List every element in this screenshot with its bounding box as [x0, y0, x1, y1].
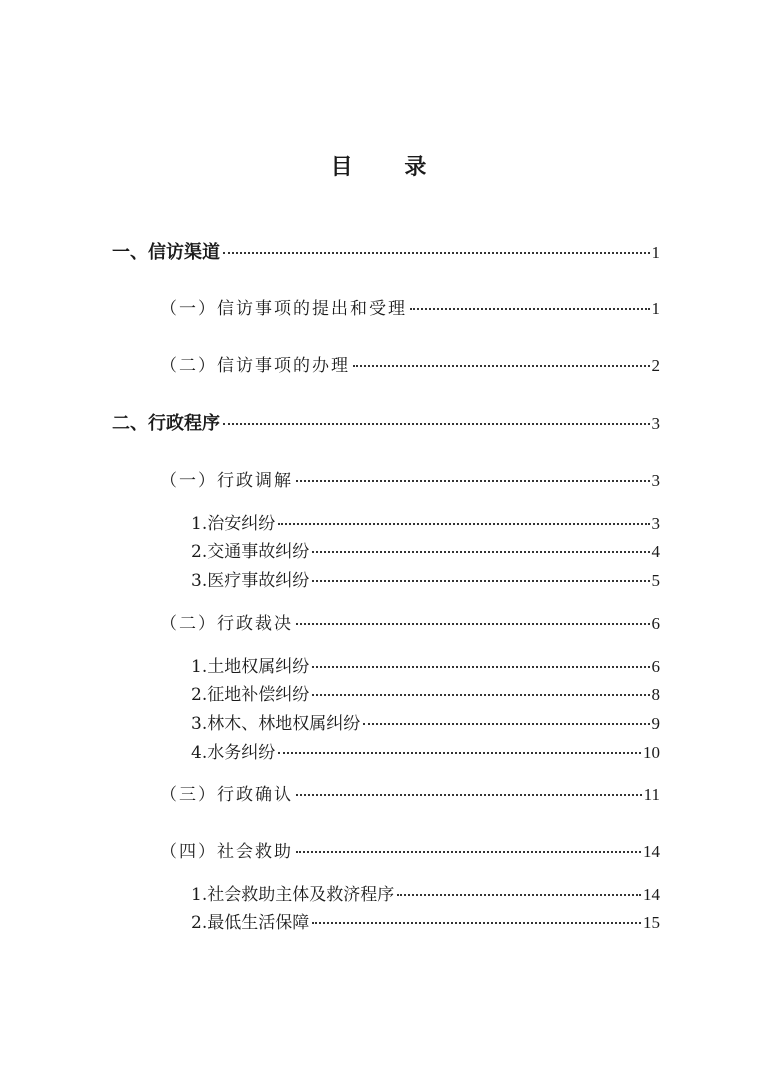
toc-entry[interactable]: [191, 569, 660, 593]
toc-entry-label: （三）行政确认: [160, 785, 293, 805]
toc-entry-page-number: 1: [651, 299, 660, 318]
toc-entry[interactable]: [160, 840, 660, 864]
toc-entry-page-number: 11: [643, 785, 660, 804]
dot-leader: [296, 794, 642, 796]
dot-leader: [278, 752, 641, 754]
dot-leader: [410, 308, 650, 310]
toc-entry-label: 4.水务纠纷: [191, 743, 276, 763]
toc-entry[interactable]: [160, 783, 660, 807]
dot-leader: [312, 922, 641, 924]
toc-entry-label: 2.最低生活保障: [191, 913, 310, 933]
toc-entry-label: 3.医疗事故纠纷: [191, 571, 310, 591]
dot-leader: [296, 480, 650, 482]
dot-leader: [296, 623, 650, 625]
toc-entry[interactable]: [191, 512, 660, 536]
toc-entry-label: 2.征地补偿纠纷: [191, 685, 310, 705]
dot-leader: [312, 694, 649, 696]
toc-entry[interactable]: [191, 683, 660, 707]
dot-leader: [223, 252, 650, 254]
toc-entry[interactable]: [191, 655, 660, 679]
toc-entry[interactable]: [160, 612, 660, 636]
toc-entry-page-number: 9: [651, 714, 660, 733]
dot-leader: [312, 666, 649, 668]
toc-entry-label: 1.社会救助主体及救济程序: [191, 885, 395, 905]
toc-entry[interactable]: [191, 911, 660, 935]
toc-entry-page-number: 6: [651, 614, 660, 633]
toc-entry-page-number: 2: [651, 356, 660, 375]
toc-entry-page-number: 5: [651, 571, 660, 590]
dot-leader: [312, 551, 649, 553]
toc-entry-page-number: 4: [651, 542, 660, 561]
toc-entry-label: 1.治安纠纷: [191, 514, 276, 534]
dot-leader: [296, 851, 641, 853]
toc-entry[interactable]: [160, 354, 660, 378]
toc-entry[interactable]: [160, 297, 660, 321]
dot-leader: [363, 723, 649, 725]
dot-leader: [223, 423, 650, 425]
toc-entry-label: （四）社会救助: [160, 842, 293, 862]
toc-entry-label: （二）行政裁决: [160, 614, 293, 634]
toc-entry[interactable]: [191, 883, 660, 907]
dot-leader: [397, 894, 641, 896]
toc-entry[interactable]: [160, 469, 660, 493]
toc-entry-label: （一）信访事项的提出和受理: [160, 299, 407, 319]
toc-entry-page-number: 15: [643, 913, 660, 932]
toc-entry-label: 2.交通事故纠纷: [191, 542, 310, 562]
toc-entry[interactable]: [191, 540, 660, 564]
dot-leader: [278, 523, 649, 525]
toc-entry-page-number: 14: [643, 842, 660, 861]
toc-entry-page-number: 10: [643, 743, 660, 762]
toc-entry[interactable]: [191, 741, 660, 765]
toc-entry-label: 1.土地权属纠纷: [191, 657, 310, 677]
toc-entry-label: 3.林木、林地权属纠纷: [191, 714, 361, 734]
toc-entry[interactable]: [112, 241, 660, 265]
toc-entry-page-number: 3: [651, 471, 660, 490]
toc-entry[interactable]: [191, 712, 660, 736]
toc-entry[interactable]: [112, 412, 660, 436]
toc-entry-page-number: 1: [651, 243, 660, 262]
toc-entry-label: 二、行政程序: [112, 413, 220, 434]
dot-leader: [312, 580, 649, 582]
toc-entry-page-number: 8: [651, 685, 660, 704]
toc-entry-page-number: 3: [651, 514, 660, 533]
toc-entry-label: 一、信访渠道: [112, 242, 220, 263]
dot-leader: [353, 365, 650, 367]
toc-entry-label: （二）信访事项的办理: [160, 356, 350, 376]
toc-entry-page-number: 6: [651, 657, 660, 676]
toc-entry-page-number: 3: [651, 414, 660, 433]
toc-entry-page-number: 14: [643, 885, 660, 904]
page-title: 目 录: [330, 154, 449, 180]
toc-entry-label: （一）行政调解: [160, 471, 293, 491]
